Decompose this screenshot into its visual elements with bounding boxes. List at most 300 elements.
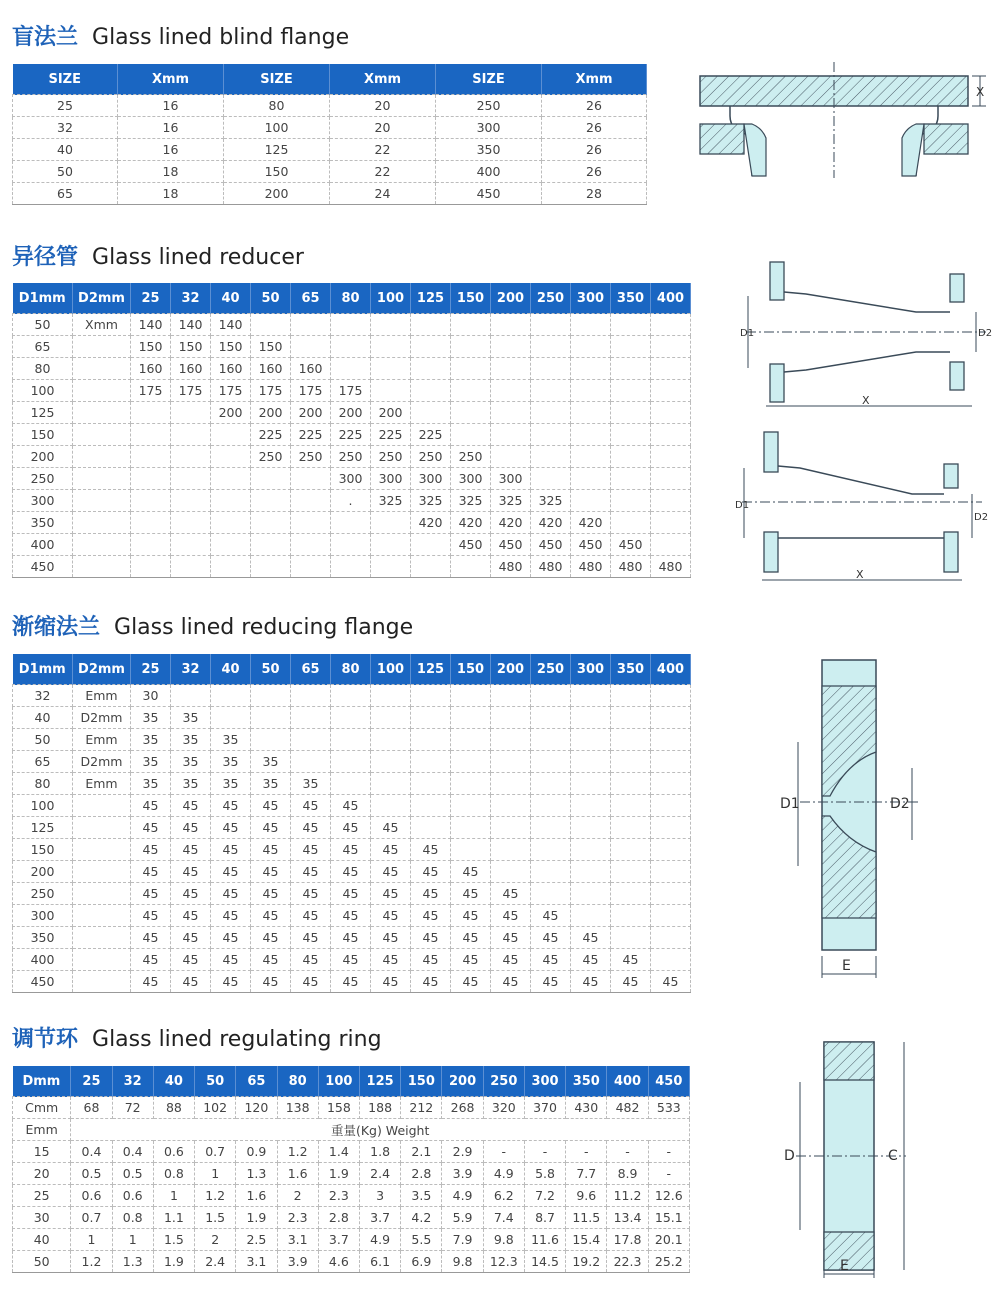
table-cell [411, 817, 451, 839]
table-cell [451, 795, 491, 817]
table-cell: 26 [542, 95, 647, 117]
table-cell [611, 468, 651, 490]
table-cell [131, 490, 171, 512]
table-cell: 450 [531, 534, 571, 556]
reducing-flange-drawing [770, 656, 930, 982]
table-cell: 325 [411, 490, 451, 512]
column-header: 200 [491, 654, 531, 685]
table-cell: 35 [291, 773, 331, 795]
reducer-eccentric-drawing [732, 428, 994, 588]
table-cell [251, 534, 291, 556]
table-cell: D2mm [73, 707, 131, 729]
table-cell [171, 512, 211, 534]
table-cell [131, 446, 171, 468]
table-cell: 45 [131, 883, 171, 905]
label-d2: D2 [978, 328, 993, 339]
table-cell [411, 314, 451, 336]
table-cell: 45 [651, 971, 691, 993]
table-cell [131, 468, 171, 490]
table-cell [651, 949, 691, 971]
table-cell: 320 [483, 1097, 524, 1119]
blind-flange-title [12, 20, 349, 51]
table-cell [651, 534, 691, 556]
table-cell [371, 534, 411, 556]
label-d: D [784, 1148, 795, 1164]
table-cell: 480 [531, 556, 571, 578]
table-cell: 3.7 [318, 1229, 359, 1251]
table-cell: Emm [13, 1119, 71, 1141]
label-c: C [888, 1148, 898, 1164]
table-cell: 350 [13, 512, 73, 534]
table-cell: 45 [331, 971, 371, 993]
table-cell: 225 [371, 424, 411, 446]
table-cell: 188 [359, 1097, 400, 1119]
label-d1: D1 [740, 328, 755, 339]
table-cell: 175 [251, 380, 291, 402]
table-cell: 450 [436, 183, 542, 205]
table-cell [611, 424, 651, 446]
table-cell: 68 [71, 1097, 112, 1119]
table-cell: 45 [331, 861, 371, 883]
table-cell: 400 [13, 534, 73, 556]
table-cell [611, 512, 651, 534]
column-header: 250 [531, 654, 571, 685]
table-cell: 45 [291, 861, 331, 883]
table-cell: 250 [251, 446, 291, 468]
table-cell [451, 707, 491, 729]
table-cell [291, 751, 331, 773]
blind-flange-table [12, 64, 647, 205]
table-cell [651, 446, 691, 468]
table-cell: 480 [571, 556, 611, 578]
table-cell: 45 [171, 927, 211, 949]
table-cell [171, 468, 211, 490]
table-cell: 450 [571, 534, 611, 556]
table-row [13, 883, 691, 905]
column-header: D1mm [13, 654, 73, 685]
table-cell: 26 [542, 161, 647, 183]
column-header: 32 [171, 654, 211, 685]
table-cell: 45 [251, 817, 291, 839]
table-cell: 45 [251, 795, 291, 817]
table-cell [131, 534, 171, 556]
table-cell: 4.9 [483, 1163, 524, 1185]
table-cell: 45 [251, 861, 291, 883]
table-cell: 45 [251, 883, 291, 905]
table-cell [571, 380, 611, 402]
table-cell: 45 [211, 795, 251, 817]
table-cell: 450 [13, 971, 73, 993]
table-cell: 2.5 [236, 1229, 277, 1251]
title-cn: 渐缩法兰 [12, 615, 101, 640]
table-cell: 1.9 [153, 1251, 194, 1273]
table-cell: 35 [131, 729, 171, 751]
table-cell: 35 [171, 729, 211, 751]
table-cell: 7.4 [483, 1207, 524, 1229]
table-cell: 45 [291, 927, 331, 949]
table-cell [571, 773, 611, 795]
table-cell [291, 512, 331, 534]
table-cell: 5.9 [442, 1207, 483, 1229]
table-cell [571, 314, 611, 336]
table-cell [611, 490, 651, 512]
table-cell [251, 490, 291, 512]
table-cell [571, 446, 611, 468]
table-cell [491, 795, 531, 817]
table-cell [211, 534, 251, 556]
table-cell: 2.4 [359, 1163, 400, 1185]
table-row [13, 817, 691, 839]
column-header: 400 [607, 1066, 648, 1097]
table-cell: 45 [331, 795, 371, 817]
table-cell [411, 358, 451, 380]
header-row [13, 283, 691, 314]
table-cell: 300 [411, 468, 451, 490]
table-cell: 1.6 [277, 1163, 318, 1185]
table-cell: 250 [13, 883, 73, 905]
column-header: D1mm [13, 283, 73, 314]
table-cell: 40 [13, 139, 118, 161]
table-cell: 300 [13, 905, 73, 927]
table-cell [531, 402, 571, 424]
table-cell: 2.8 [401, 1163, 442, 1185]
column-header: D2mm [73, 283, 131, 314]
table-cell: 35 [131, 751, 171, 773]
table-cell: 7.9 [442, 1229, 483, 1251]
table-cell [171, 534, 211, 556]
table-cell [371, 751, 411, 773]
table-cell: 45 [131, 795, 171, 817]
table-cell: 0.5 [112, 1163, 153, 1185]
table-cell [371, 512, 411, 534]
table-cell: 0.7 [71, 1207, 112, 1229]
weight-label: 重量(Kg) Weight [71, 1119, 690, 1141]
table-cell: 1.3 [236, 1163, 277, 1185]
table-row [13, 95, 647, 117]
table-cell: 200 [13, 861, 73, 883]
table-cell: 1.9 [318, 1163, 359, 1185]
table-cell: 325 [451, 490, 491, 512]
table-cell [411, 729, 451, 751]
table-row [13, 1185, 690, 1207]
table-cell: 15.1 [648, 1207, 689, 1229]
table-cell: 80 [13, 773, 73, 795]
column-header: 250 [483, 1066, 524, 1097]
table-cell [131, 402, 171, 424]
table-cell: 22 [330, 139, 436, 161]
table-cell: - [648, 1163, 689, 1185]
table-cell: 22.3 [607, 1251, 648, 1273]
table-cell [491, 314, 531, 336]
table-cell: 6.2 [483, 1185, 524, 1207]
table-cell [411, 795, 451, 817]
table-cell: 18 [118, 161, 224, 183]
table-cell: 100 [13, 380, 73, 402]
table-cell: 45 [451, 927, 491, 949]
table-cell: 3.5 [401, 1185, 442, 1207]
table-row [13, 707, 691, 729]
table-cell [73, 402, 131, 424]
table-cell: 140 [131, 314, 171, 336]
regulating-ring-title [12, 1022, 382, 1053]
table-cell [331, 685, 371, 707]
table-cell: 0.5 [71, 1163, 112, 1185]
table-cell: 1 [71, 1229, 112, 1251]
table-cell [611, 817, 651, 839]
table-cell [411, 751, 451, 773]
table-cell [611, 883, 651, 905]
table-cell: 150 [171, 336, 211, 358]
table-cell: 45 [211, 927, 251, 949]
table-cell: 4.6 [318, 1251, 359, 1273]
reducer-table [12, 283, 691, 578]
table-cell [291, 707, 331, 729]
table-cell [371, 336, 411, 358]
table-cell [251, 685, 291, 707]
table-cell: 45 [371, 949, 411, 971]
table-cell [451, 685, 491, 707]
column-header: 350 [611, 283, 651, 314]
table-cell: . [331, 490, 371, 512]
table-cell: 400 [13, 949, 73, 971]
table-cell: 1 [112, 1229, 153, 1251]
table-row [13, 446, 691, 468]
table-cell: - [566, 1141, 607, 1163]
table-cell: 45 [171, 839, 211, 861]
table-cell [491, 729, 531, 751]
table-cell: 25.2 [648, 1251, 689, 1273]
table-cell: 250 [291, 446, 331, 468]
table-cell: 250 [411, 446, 451, 468]
table-cell: 40 [13, 1229, 71, 1251]
table-cell: 138 [277, 1097, 318, 1119]
table-cell: 1.1 [153, 1207, 194, 1229]
table-cell [491, 707, 531, 729]
table-cell [451, 729, 491, 751]
table-row [13, 512, 691, 534]
table-cell: 325 [531, 490, 571, 512]
table-row [13, 1163, 690, 1185]
table-cell [131, 512, 171, 534]
table-cell: 0.6 [153, 1141, 194, 1163]
column-header: 40 [211, 283, 251, 314]
table-cell: 0.8 [112, 1207, 153, 1229]
table-cell: 45 [171, 861, 211, 883]
table-cell: 45 [491, 927, 531, 949]
table-cell [651, 707, 691, 729]
table-cell [611, 446, 651, 468]
table-cell [571, 729, 611, 751]
table-cell: 125 [13, 402, 73, 424]
table-cell [571, 336, 611, 358]
table-cell: 420 [491, 512, 531, 534]
table-cell: 225 [331, 424, 371, 446]
table-cell [211, 707, 251, 729]
table-cell: 140 [171, 314, 211, 336]
table-cell: 6.1 [359, 1251, 400, 1273]
table-cell [451, 314, 491, 336]
table-cell: 45 [371, 927, 411, 949]
table-cell: 2 [277, 1185, 318, 1207]
column-header: 50 [251, 283, 291, 314]
table-cell: Emm [73, 773, 131, 795]
column-header: 65 [291, 283, 331, 314]
table-cell: - [607, 1141, 648, 1163]
table-cell: 3.7 [359, 1207, 400, 1229]
table-cell: 175 [211, 380, 251, 402]
table-cell: 0.6 [71, 1185, 112, 1207]
table-row [13, 971, 691, 993]
table-cell [73, 795, 131, 817]
table-cell: 250 [451, 446, 491, 468]
table-cell: 45 [411, 949, 451, 971]
table-row [13, 358, 691, 380]
table-cell [73, 905, 131, 927]
table-cell [251, 468, 291, 490]
table-cell: 45 [171, 795, 211, 817]
table-cell: 45 [611, 949, 651, 971]
table-cell [371, 556, 411, 578]
label-d2: D2 [974, 512, 989, 523]
table-cell [571, 424, 611, 446]
table-cell: 45 [491, 905, 531, 927]
table-cell: 16 [118, 117, 224, 139]
table-cell: 45 [211, 971, 251, 993]
table-row [13, 1207, 690, 1229]
table-cell [451, 839, 491, 861]
table-cell: 200 [331, 402, 371, 424]
table-cell: 22 [330, 161, 436, 183]
table-cell: 158 [318, 1097, 359, 1119]
table-cell: 450 [611, 534, 651, 556]
table-cell: 160 [171, 358, 211, 380]
table-cell [331, 358, 371, 380]
table-cell: 100 [224, 117, 330, 139]
table-row [13, 424, 691, 446]
table-cell [371, 380, 411, 402]
table-cell [291, 534, 331, 556]
table-cell [531, 424, 571, 446]
table-cell: 45 [211, 883, 251, 905]
column-header: 150 [451, 283, 491, 314]
table-cell: 45 [411, 905, 451, 927]
table-cell: 150 [224, 161, 330, 183]
table-cell: 533 [648, 1097, 689, 1119]
table-cell: 400 [436, 161, 542, 183]
table-cell: 45 [571, 971, 611, 993]
table-cell [531, 358, 571, 380]
table-cell: 200 [251, 402, 291, 424]
table-cell: 212 [401, 1097, 442, 1119]
table-cell: 45 [371, 839, 411, 861]
table-cell: 120 [236, 1097, 277, 1119]
table-row [13, 861, 691, 883]
table-cell [451, 773, 491, 795]
table-cell [411, 556, 451, 578]
table-cell [171, 556, 211, 578]
table-cell [73, 556, 131, 578]
table-cell: 2.4 [195, 1251, 236, 1273]
table-cell [571, 358, 611, 380]
table-cell: 100 [13, 795, 73, 817]
header-row [13, 654, 691, 685]
table-cell: 45 [251, 971, 291, 993]
table-cell: 45 [171, 971, 211, 993]
column-header: 100 [371, 283, 411, 314]
table-cell [451, 358, 491, 380]
table-cell [611, 358, 651, 380]
column-header: 300 [571, 654, 611, 685]
table-cell: 150 [251, 336, 291, 358]
table-cell: 45 [251, 927, 291, 949]
table-cell: 1.2 [277, 1141, 318, 1163]
table-cell: 45 [131, 971, 171, 993]
table-row [13, 183, 647, 205]
table-cell: 4.9 [442, 1185, 483, 1207]
table-cell: 45 [251, 949, 291, 971]
table-cell: 450 [491, 534, 531, 556]
table-cell [131, 424, 171, 446]
table-cell: 45 [411, 971, 451, 993]
table-cell [251, 512, 291, 534]
table-cell [411, 336, 451, 358]
table-cell: 482 [607, 1097, 648, 1119]
table-cell [411, 685, 451, 707]
column-header: 250 [531, 283, 571, 314]
table-cell: 5.8 [524, 1163, 565, 1185]
table-cell [651, 402, 691, 424]
table-cell [571, 905, 611, 927]
table-cell [611, 314, 651, 336]
column-header: 100 [318, 1066, 359, 1097]
table-cell: 2.9 [442, 1141, 483, 1163]
table-cell: 20 [330, 117, 436, 139]
table-cell [491, 446, 531, 468]
table-cell [571, 795, 611, 817]
table-cell [171, 685, 211, 707]
table-cell: 420 [531, 512, 571, 534]
label-d2: D2 [890, 796, 910, 812]
table-row [13, 534, 691, 556]
table-cell [651, 751, 691, 773]
table-cell: - [483, 1141, 524, 1163]
table-cell [411, 380, 451, 402]
table-row [13, 773, 691, 795]
table-cell [651, 905, 691, 927]
table-cell: 25 [13, 1185, 71, 1207]
table-cell: 30 [131, 685, 171, 707]
table-cell: 35 [211, 773, 251, 795]
table-cell [211, 556, 251, 578]
table-cell [491, 336, 531, 358]
table-cell [491, 817, 531, 839]
column-header: Xmm [330, 64, 436, 95]
table-cell: 20.1 [648, 1229, 689, 1251]
column-header: D2mm [73, 654, 131, 685]
column-header: 125 [359, 1066, 400, 1097]
title-cn: 异径管 [12, 245, 79, 270]
table-row [13, 927, 691, 949]
table-row [13, 556, 691, 578]
table-cell [211, 424, 251, 446]
table-cell: 45 [331, 949, 371, 971]
table-cell [73, 468, 131, 490]
table-cell: 6.9 [401, 1251, 442, 1273]
table-cell: 45 [491, 883, 531, 905]
column-header: Dmm [13, 1066, 71, 1097]
table-row [13, 402, 691, 424]
table-cell [571, 839, 611, 861]
